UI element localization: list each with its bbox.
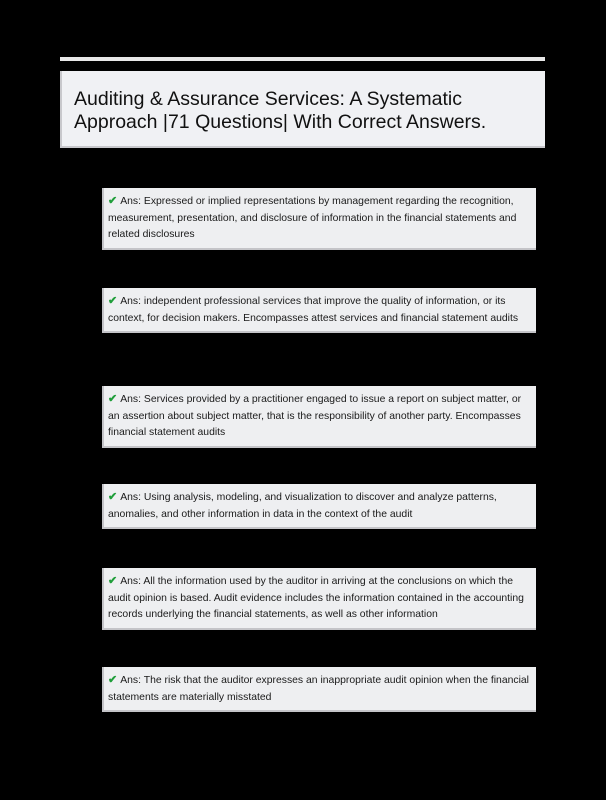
answer-prefix: Ans: [120,576,142,587]
check-icon: ✔ [108,195,118,207]
answer-box [102,188,536,250]
answer-text: independent professional services that improve the quality of information, or its context, for decision makers. Encompasses attest services and financial statement audits [108,296,519,324]
answer-box [102,568,536,630]
answer-prefix: Ans: [120,492,142,503]
top-divider [60,57,545,61]
footer-left-text [56,766,124,776]
answer-prefix: Ans: [120,296,142,307]
check-icon: ✔ [108,491,118,503]
answer-prefix: Ans: [120,394,142,405]
answer-prefix: Ans: [120,196,142,207]
answer-box [102,386,536,448]
check-icon: ✔ [108,674,118,686]
check-icon: ✔ [108,295,118,307]
answer-box [102,667,536,712]
title-box [60,71,545,148]
answer-box [102,288,536,333]
check-icon: ✔ [108,575,118,587]
answer-prefix: Ans: [120,675,142,686]
answer-text: Expressed or implied representations by management regarding the recognition, measurement, presentation, and disclosure of information in the financial statements and related disclosures [108,196,517,240]
check-icon: ✔ [108,393,118,405]
document-title: Auditing & Assurance Services: A Systematic Approach |71 Questions| With Correct Answers. [74,88,487,133]
answer-text: Services provided by a practitioner engaged to issue a report on subject matter, or an assertion about subject matter, that is the responsibility of another party. Encompasses financial statement audits [108,394,522,438]
answer-text: All the information used by the auditor in arriving at the conclusions on which the audit opinion is based. Audit evidence includes the information contained in the accounting records underlying the financial statements, as well as other information [108,576,524,620]
footer-page-number [488,766,556,776]
answer-text: The risk that the auditor expresses an inappropriate audit opinion when the financial statements are materially misstated [108,675,529,703]
answer-text: Using analysis, modeling, and visualization to discover and analyze patterns, anomalies, and other information in data in the context of the audit [108,492,497,520]
answer-box [102,484,536,529]
